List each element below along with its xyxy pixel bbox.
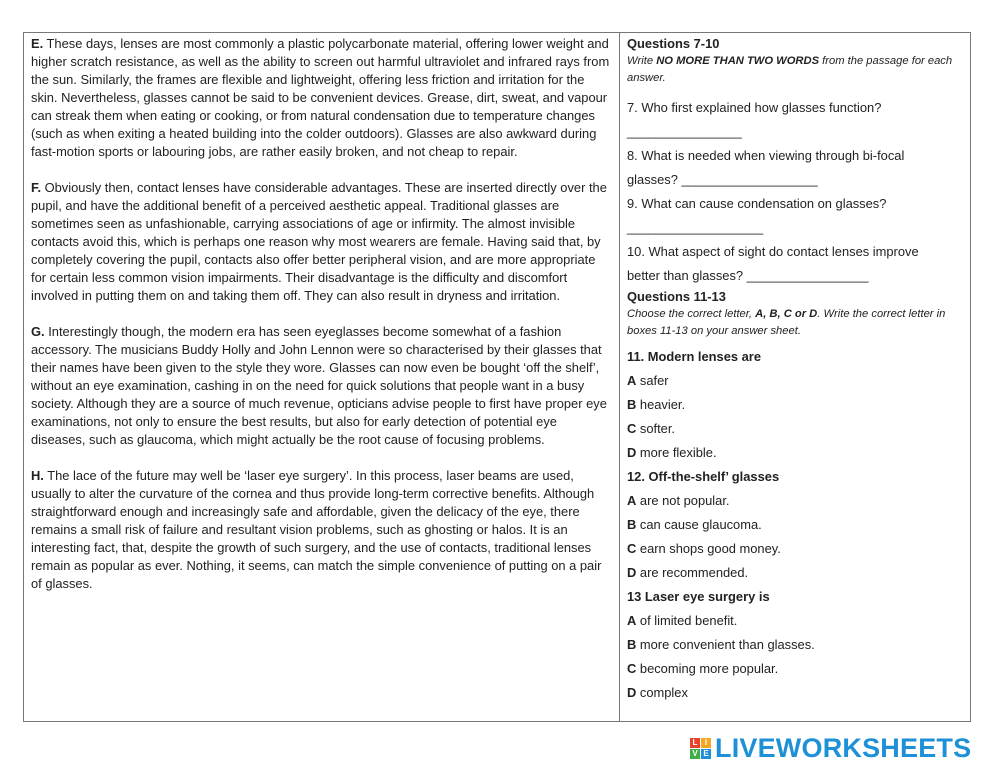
reading-passage [24, 33, 620, 721]
instructions-7-10: Write NO MORE THAN TWO WORDS from the passage for each answer. [627, 55, 953, 84]
mcq-13 [627, 585, 966, 705]
option-a[interactable]: A of limited benefit. [627, 613, 738, 628]
answer-blank-7[interactable]: ________________ [627, 124, 742, 139]
section-heading-11-13: Questions 11-13 [627, 289, 726, 304]
paragraph-h: H. The lace of the future may well be ‘laser eye surgery’. In this process, laser beams are used, usually to alter the curvature of the cornea and thus provide long-term corrective benefits. Although straightforward enough and increasingly safe and affordable, given the delicacy of the eye, there remains a small risk of failure and resultant vision problems, such as ghosting or halos. It is an interesting fact, that, despite the growth of such surgery, and the use of contacts, traditional lenses remain as popular as ever. Nothing, it seems, can match the simple convenience of putting on a pair of glasses. [31, 468, 602, 591]
worksheet-table [23, 32, 971, 722]
option-b[interactable]: B can cause glaucoma. [627, 517, 762, 532]
option-d[interactable]: D more flexible. [627, 445, 717, 460]
option-b[interactable]: B heavier. [627, 397, 686, 412]
option-c[interactable]: C becoming more popular. [627, 661, 779, 676]
question-8: 8. What is needed when viewing through bi-focal [627, 148, 905, 163]
paragraph-f: F. Obviously then, contact lenses have considerable advantages. These are inserted directly over the pupil, and have the additional benefit of a perceived aesthetic appeal. Traditional glasses are sometimes seen as unfashionable, carrying associations of age or infirmity. The almost invisible contacts avoid this, which is perhaps one reason why most wearers are female. Having said that, by completely covering the pupil, contacts also offer better peripheral vision, and are more appropriate for certain less common vision impairments. Their disadvantage is the difficulty and discomfort involved in putting them on and taking them off. They can also result in dryness and irritation. [31, 180, 607, 303]
liveworksheets-logo-icon: L I V E [690, 738, 711, 759]
mcq-11 [627, 345, 966, 465]
liveworksheets-logo[interactable] [690, 733, 971, 763]
option-a[interactable]: A safer [627, 373, 669, 388]
paragraph-e: E. These days, lenses are most commonly a plastic polycarbonate material, offering lower weight and higher scratch resistance, as well as the ability to screen out harmful ultraviolet and infrared rays from the sun. Similarly, the frames are flexible and lightweight, offering less friction and irritation for the skin. Nevertheless, glasses cannot be said to be convenient devices. Grease, dirt, sweat, and vapour can streak them when eating or cooking, or from natural condensation due to temperature changes (such as when exiting a heated building into the colder outdoors). Glasses are also awkward during fast-motion sports or labouring jobs, are rather easily broken, and not cheap to repair. [31, 36, 610, 159]
question-10: 10. What aspect of sight do contact lenses improve [627, 244, 919, 259]
logo-text: LIVEWORKSHEETS [715, 732, 972, 763]
option-b[interactable]: B more convenient than glasses. [627, 637, 815, 652]
questions-column [620, 33, 970, 721]
mcq-title: 11. Modern lenses are [627, 349, 761, 364]
mcq-title: 12. Off-the-shelf’ glasses [627, 469, 780, 484]
option-d[interactable]: D complex [627, 685, 688, 700]
option-c[interactable]: C earn shops good money. [627, 541, 781, 556]
answer-blank-9[interactable]: ___________________ [627, 220, 764, 235]
mcq-12 [627, 465, 966, 585]
question-9: 9. What can cause condensation on glasses? [627, 196, 887, 211]
question-10-cont[interactable]: better than glasses? _________________ [627, 268, 869, 283]
paragraph-g: G. Interestingly though, the modern era has seen eyeglasses become somewhat of a fashion accessory. The musicians Buddy Holly and John Lennon were so characterised by their glasses that their names have been given to the style they wore. Glasses can now even be bought ‘off the shelf’, without an eye examination, cashing in on the need for quick solutions that people want in a busy society. Although they are a source of much revenue, opticians advise people to first have proper eye examinations, not only to ensure the best results, but also for early detection of potential eye diseases, such as glaucoma, which might actually be the root cause of focusing problems. [31, 324, 607, 447]
option-c[interactable]: C softer. [627, 421, 676, 436]
option-a[interactable]: A are not popular. [627, 493, 730, 508]
question-8-cont[interactable]: glasses? ___________________ [627, 172, 818, 187]
instructions-11-13: Choose the correct letter, A, B, C or D. Write the correct letter in boxes 11-13 on your answer sheet. [627, 308, 946, 337]
section-heading-7-10: Questions 7-10 [627, 36, 720, 51]
question-7: 7. Who first explained how glasses function? [627, 100, 882, 115]
mcq-title: 13 Laser eye surgery is [627, 589, 770, 604]
option-d[interactable]: D are recommended. [627, 565, 749, 580]
